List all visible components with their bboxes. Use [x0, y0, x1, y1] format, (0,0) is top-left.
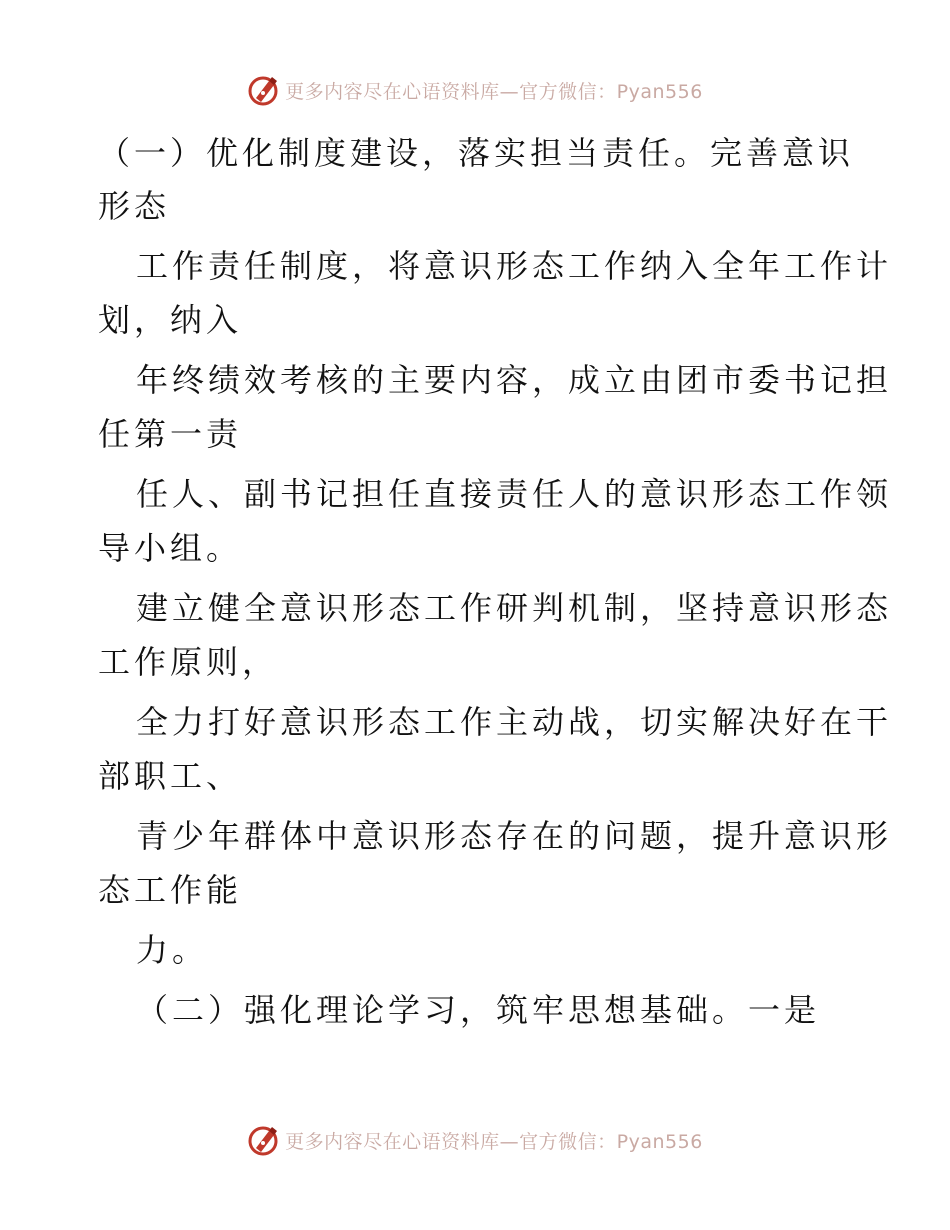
body-line-2: 形态: [98, 187, 171, 225]
body-line-15: 力。: [136, 931, 209, 969]
body-line-7: 任人、副书记担任直接责任人的意识形态工作领: [136, 475, 893, 513]
body-line-14: 态工作能: [98, 871, 243, 909]
body-line-4: 划，纳入: [98, 301, 243, 339]
header-banner: [0, 70, 950, 110]
body-line-1: （一）优化制度建设，落实担当责任。完善意识: [98, 134, 855, 172]
footer-text: 更多内容尽在心语资料库—官方微信：Pyan556: [285, 1130, 703, 1153]
header-text: 更多内容尽在心语资料库—官方微信：Pyan556: [285, 80, 703, 103]
red-pen-nib-logo-icon: [247, 73, 281, 107]
body-line-5: 年终绩效考核的主要内容，成立由团市委书记担: [136, 361, 893, 399]
body-line-16: （二）强化理论学习，筑牢思想基础。一是: [136, 991, 821, 1029]
footer-banner: [0, 1120, 950, 1160]
body-line-3: 工作责任制度，将意识形态工作纳入全年工作计: [136, 247, 893, 285]
body-line-10: 工作原则，: [98, 643, 279, 681]
body-line-12: 部职工、: [98, 757, 243, 795]
red-pen-nib-logo-icon: [247, 1123, 281, 1157]
body-line-11: 全力打好意识形态工作主动战，切实解决好在干: [136, 703, 893, 741]
body-line-13: 青少年群体中意识形态存在的问题，提升意识形: [136, 817, 893, 855]
body-line-9: 建立健全意识形态工作研判机制，坚持意识形态: [136, 589, 893, 627]
body-line-6: 任第一责: [98, 415, 243, 453]
body-line-8: 导小组。: [98, 529, 243, 567]
